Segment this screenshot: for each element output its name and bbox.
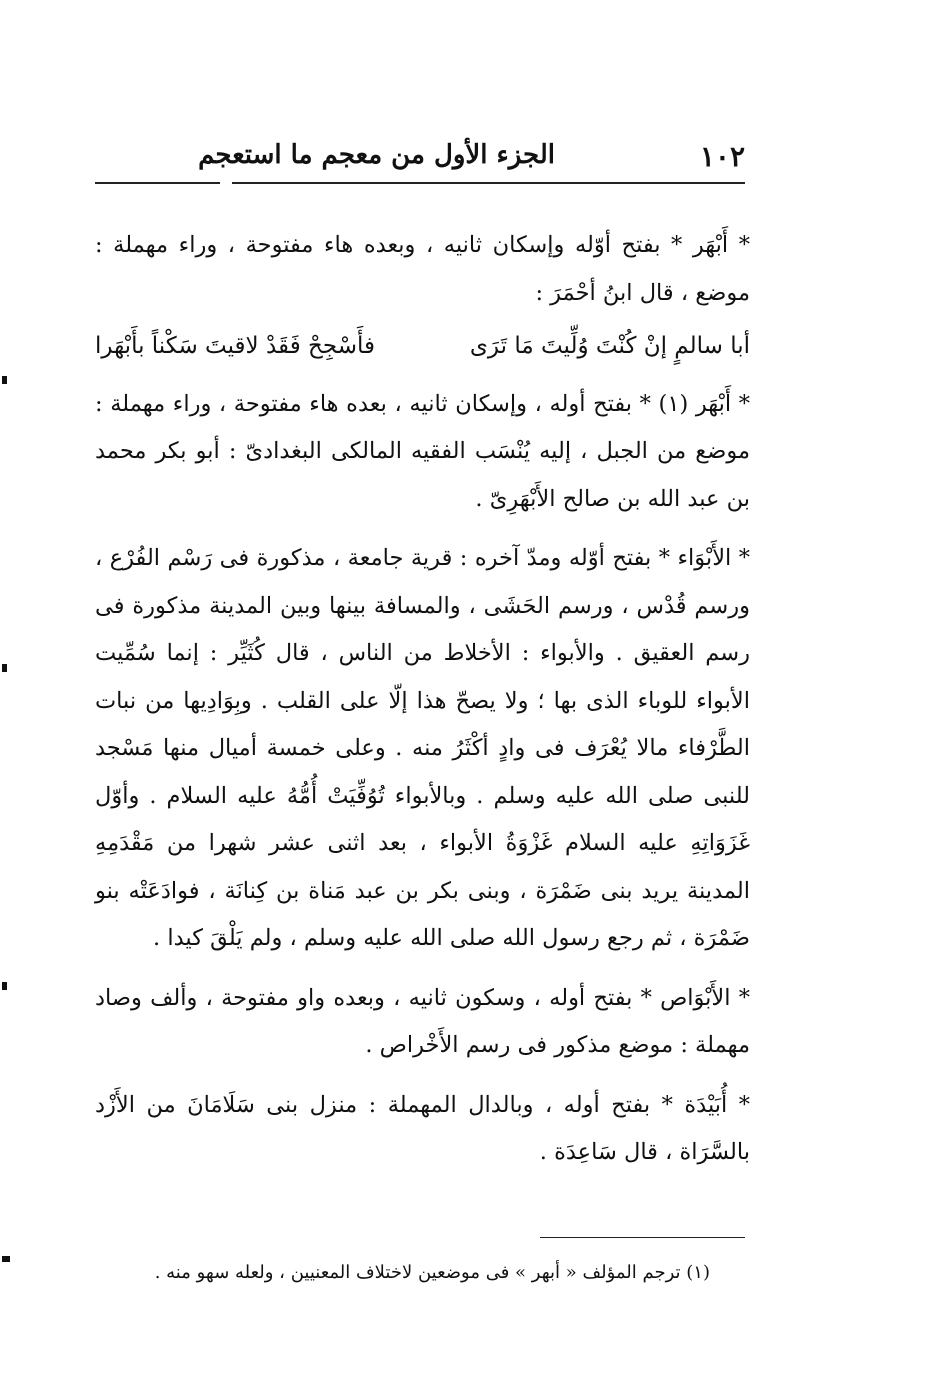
footnote: (١) ترجم المؤلف « أبهر » فى موضعين لاختلاف المعنيين ، ولعله سهو منه .: [154, 1262, 710, 1283]
margin-mark: [2, 664, 7, 672]
margin-mark: [2, 376, 7, 384]
header-rule-right: [232, 182, 745, 184]
running-title: الجزء الأول من معجم ما استعجم: [198, 140, 555, 170]
header-rule-left: [95, 182, 220, 184]
page-number: ١٠٢: [699, 140, 745, 173]
entry-al-abwas: * الأَبْوَاص * بفتح أوله ، وسكون ثانيه ، وبعده واو مفتوحة ، وألف وصاد مهملة : موضع مذكور فى رسم الأَخْراص .: [95, 984, 750, 1058]
page-header: [95, 140, 745, 180]
verse-first-hemistich: أبا سالمٍ إنْ كُنْتَ وُلِّيتَ مَا تَرَى: [469, 333, 750, 359]
margin-mark: [2, 1256, 10, 1262]
entry-abhar-2: * أَبْهَر (١) * بفتح أوله ، وإسكان ثانيه ، بعده هاء مفتوحة ، وراء مهملة : موضع من الجبل ، إليه يُنْسَب الفقيه المالكى البغدادىّ : أبو بكر محمد بن عبد الله بن صالح الأَبْهَرِىّ .: [95, 390, 750, 512]
footnote-rule: [540, 1237, 745, 1238]
entry-ubayda: * أُبَيْدَة * بفتح أوله ، وبالدال المهملة : منزل بنى سَلَامَانَ من الأَزْد بالسَّرَاة ، قال سَاعِدَة .: [95, 1091, 750, 1165]
entry-abhar: * أَبْهَر * بفتح أوّله وإسكان ثانيه ، وبعده هاء مفتوحة ، وراء مهملة : موضع ، قال ابنُ أحْمَرَ :: [95, 232, 750, 306]
page-body: [95, 222, 750, 1177]
entry-al-abwa: * الأَبْوَاء * بفتح أوّله ومدّ آخره : قرية جامعة ، مذكورة فى رَسْم الفُرْع ، ورسم قُدْس ، ورسم الحَشَى ، والمسافة بينها وبين المدينة مذكورة فى رسم العقيق . والأبواء : الأخلاط من الناس ، قال كُثَيِّر : إنما سُمِّيت الأبواء للوباء الذى بها ؛ ولا يصحّ هذا إلّا على القلب . وبِوَادِيها من نبات الطَّرْفاء مالا يُعْرَف فى وادٍ أكْثَرُ منه . وعلى خمسة أميال منها مَسْجد للنبى صلى الله عليه وسلم . وبالأبواء تُوُفِّيَتْ أُمُّهُ عليه السلام . وأوّل غَزَوَاتِهِ عليه السلام غَزْوَةُ الأبواء ، بعد اثنى عشر شهرا من مَقْدَمِهِ المدينة يريد بنى ضَمْرَة ، وبنى بكر بن عبد مَناة بن كِنانَة ، فوادَعَتْه بنو ضَمْرَة ، ثم رجع رسول الله صلى الله عليه وسلم ، ولم يَلْقَ كيدا .: [95, 545, 750, 951]
verse-second-hemistich: فأَسْجِحْ فَقَدْ لاقيتَ سَكْناً بأَبْهَرا: [95, 333, 375, 359]
verse-line: [95, 317, 750, 381]
margin-mark: [2, 982, 7, 990]
